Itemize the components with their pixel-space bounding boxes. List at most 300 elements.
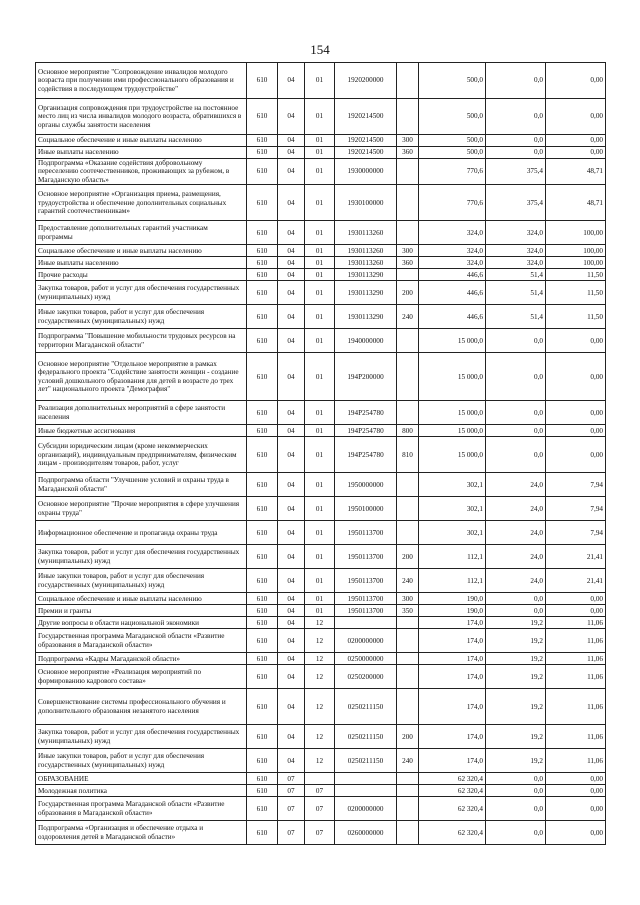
row-vr — [397, 629, 419, 653]
row-rz: 04 — [278, 653, 305, 665]
row-ved: 610 — [247, 99, 278, 135]
row-ved: 610 — [247, 749, 278, 773]
table-row — [36, 257, 606, 269]
row-rz: 04 — [278, 473, 305, 497]
row-name: Социальное обеспечение и иные выплаты населению — [36, 245, 247, 257]
row-pct: 0,00 — [546, 425, 606, 437]
row-csr: 1920214500 — [335, 147, 397, 159]
row-fact: 0,0 — [486, 821, 546, 845]
table-row — [36, 63, 606, 99]
row-plan: 15 000,0 — [419, 425, 486, 437]
row-name: Премии и гранты — [36, 605, 247, 617]
row-pr: 01 — [305, 63, 335, 99]
row-pct: 0,00 — [546, 785, 606, 797]
row-csr: 194P200000 — [335, 353, 397, 401]
row-plan: 324,0 — [419, 257, 486, 269]
table-row — [36, 353, 606, 401]
table-row — [36, 425, 606, 437]
row-csr — [335, 617, 397, 629]
row-rz: 04 — [278, 425, 305, 437]
row-ved: 610 — [247, 185, 278, 221]
row-fact: 19,2 — [486, 653, 546, 665]
row-name: Закупка товаров, работ и услуг для обеспечения государственных (муниципальных) нужд — [36, 725, 247, 749]
row-csr: 1930113290 — [335, 281, 397, 305]
table-row — [36, 437, 606, 473]
row-name: Подпрограмма «Оказание содействия добровольному переселению соотечественников, проживающих за рубежом, в Магаданскую область» — [36, 159, 247, 185]
row-rz: 04 — [278, 135, 305, 147]
row-ved: 610 — [247, 785, 278, 797]
row-pct: 11,06 — [546, 665, 606, 689]
row-csr: 1950113700 — [335, 593, 397, 605]
row-vr — [397, 797, 419, 821]
row-pr: 01 — [305, 99, 335, 135]
row-pr: 07 — [305, 785, 335, 797]
table-row — [36, 147, 606, 159]
row-vr — [397, 665, 419, 689]
row-csr: 0250211150 — [335, 749, 397, 773]
row-vr: 300 — [397, 135, 419, 147]
row-csr: 1950113700 — [335, 569, 397, 593]
row-plan: 174,0 — [419, 725, 486, 749]
row-pct: 0,00 — [546, 797, 606, 821]
row-pr: 01 — [305, 329, 335, 353]
row-csr: 0250211150 — [335, 725, 397, 749]
row-vr: 200 — [397, 725, 419, 749]
table-row — [36, 605, 606, 617]
row-csr: 1950113700 — [335, 545, 397, 569]
row-pct: 0,00 — [546, 821, 606, 845]
row-csr: 0250000000 — [335, 653, 397, 665]
row-csr: 1930113290 — [335, 305, 397, 329]
row-pr: 12 — [305, 629, 335, 653]
table-row — [36, 521, 606, 545]
row-rz: 04 — [278, 629, 305, 653]
row-rz: 04 — [278, 437, 305, 473]
row-name: Социальное обеспечение и иные выплаты населению — [36, 135, 247, 147]
row-ved: 610 — [247, 665, 278, 689]
row-pr: 01 — [305, 425, 335, 437]
row-pct: 0,00 — [546, 63, 606, 99]
row-pct: 11,50 — [546, 281, 606, 305]
row-pr: 01 — [305, 257, 335, 269]
table-row — [36, 773, 606, 785]
row-plan: 174,0 — [419, 665, 486, 689]
row-name: Предоставление дополнительных гарантий участникам программы — [36, 221, 247, 245]
row-name: Закупка товаров, работ и услуг для обеспечения государственных (муниципальных) нужд — [36, 545, 247, 569]
row-name: Государственная программа Магаданской области «Развитие образования в Магаданской области» — [36, 629, 247, 653]
row-vr — [397, 689, 419, 725]
row-pct: 0,00 — [546, 437, 606, 473]
row-pct: 11,06 — [546, 617, 606, 629]
row-fact: 51,4 — [486, 305, 546, 329]
row-pr: 01 — [305, 221, 335, 245]
row-rz: 04 — [278, 281, 305, 305]
row-plan: 500,0 — [419, 99, 486, 135]
row-pct: 7,94 — [546, 521, 606, 545]
row-ved: 610 — [247, 425, 278, 437]
row-fact: 19,2 — [486, 725, 546, 749]
row-csr: 194P254780 — [335, 401, 397, 425]
row-rz: 04 — [278, 545, 305, 569]
row-vr — [397, 63, 419, 99]
row-csr — [335, 773, 397, 785]
row-rz: 04 — [278, 569, 305, 593]
row-rz: 04 — [278, 147, 305, 159]
row-name: Подпрограмма «Организация и обеспечение отдыха и оздоровления детей в Магаданской области» — [36, 821, 247, 845]
row-pct: 100,00 — [546, 221, 606, 245]
row-rz: 04 — [278, 353, 305, 401]
row-csr: 1930113290 — [335, 269, 397, 281]
row-pct: 11,50 — [546, 269, 606, 281]
row-plan: 112,1 — [419, 569, 486, 593]
row-fact: 0,0 — [486, 425, 546, 437]
row-rz: 04 — [278, 305, 305, 329]
row-name: Иные выплаты населению — [36, 257, 247, 269]
row-csr: 194P254780 — [335, 425, 397, 437]
row-name: Другие вопросы в области национальной экономики — [36, 617, 247, 629]
row-name: Совершенствование системы профессионального обучения и дополнительного образования незанятого населения — [36, 689, 247, 725]
row-vr: 810 — [397, 437, 419, 473]
row-vr: 200 — [397, 281, 419, 305]
row-rz: 04 — [278, 221, 305, 245]
row-fact: 19,2 — [486, 689, 546, 725]
row-pr: 12 — [305, 689, 335, 725]
row-plan: 62 320,4 — [419, 797, 486, 821]
row-pr: 01 — [305, 569, 335, 593]
row-fact: 0,0 — [486, 353, 546, 401]
row-name: Организация сопровождения при трудоустройстве на постоянное место лиц из числа инвалидов молодого возраста, обратившихся в органы службы занятости населения — [36, 99, 247, 135]
row-pr: 01 — [305, 497, 335, 521]
row-vr — [397, 269, 419, 281]
row-fact: 24,0 — [486, 521, 546, 545]
row-csr: 0200000000 — [335, 629, 397, 653]
row-pct: 21,41 — [546, 545, 606, 569]
row-pct: 11,06 — [546, 653, 606, 665]
row-csr: 0250211150 — [335, 689, 397, 725]
table-row — [36, 653, 606, 665]
row-name: ОБРАЗОВАНИЕ — [36, 773, 247, 785]
row-plan: 324,0 — [419, 245, 486, 257]
row-plan: 174,0 — [419, 653, 486, 665]
row-ved: 610 — [247, 281, 278, 305]
row-name: Прочие расходы — [36, 269, 247, 281]
row-pr: 01 — [305, 281, 335, 305]
row-pr: 07 — [305, 821, 335, 845]
row-ved: 610 — [247, 689, 278, 725]
row-pct: 11,06 — [546, 725, 606, 749]
row-ved: 610 — [247, 725, 278, 749]
row-ved: 610 — [247, 353, 278, 401]
table-row — [36, 135, 606, 147]
row-vr — [397, 773, 419, 785]
row-ved: 610 — [247, 269, 278, 281]
table-row — [36, 497, 606, 521]
row-ved: 610 — [247, 329, 278, 353]
row-pct: 100,00 — [546, 257, 606, 269]
row-rz: 04 — [278, 63, 305, 99]
row-pct: 0,00 — [546, 353, 606, 401]
row-ved: 610 — [247, 473, 278, 497]
row-pct: 21,41 — [546, 569, 606, 593]
row-rz: 07 — [278, 773, 305, 785]
row-ved: 610 — [247, 221, 278, 245]
table-row — [36, 281, 606, 305]
table-row — [36, 99, 606, 135]
row-csr: 0260000000 — [335, 821, 397, 845]
row-fact: 24,0 — [486, 569, 546, 593]
row-fact: 0,0 — [486, 605, 546, 617]
row-ved: 610 — [247, 437, 278, 473]
table-row — [36, 821, 606, 845]
table-row — [36, 185, 606, 221]
row-plan: 15 000,0 — [419, 329, 486, 353]
row-name: Иные выплаты населению — [36, 147, 247, 159]
row-rz: 04 — [278, 245, 305, 257]
row-fact: 0,0 — [486, 329, 546, 353]
row-pct: 11,06 — [546, 629, 606, 653]
row-pr: 01 — [305, 269, 335, 281]
row-csr: 1920214500 — [335, 99, 397, 135]
row-fact: 375,4 — [486, 159, 546, 185]
row-name: Основное мероприятие "Отдельное мероприятие в рамках федерального проекта "Содействие занятости женщин - создание условий дошкольного образования для детей в возрасте до трех лет" национального проекта "Демография" — [36, 353, 247, 401]
row-vr — [397, 99, 419, 135]
row-plan: 500,0 — [419, 63, 486, 99]
table-row — [36, 245, 606, 257]
row-vr — [397, 653, 419, 665]
row-name: Субсидии юридическим лицам (кроме некоммерческих организаций), индивидуальным предпринимателям, физическим лицам - производителям товаров, работ, услуг — [36, 437, 247, 473]
row-ved: 610 — [247, 63, 278, 99]
row-pr: 01 — [305, 135, 335, 147]
row-plan: 174,0 — [419, 749, 486, 773]
row-rz: 04 — [278, 185, 305, 221]
row-vr — [397, 521, 419, 545]
row-pr: 01 — [305, 159, 335, 185]
row-ved: 610 — [247, 629, 278, 653]
row-plan: 500,0 — [419, 147, 486, 159]
row-pct: 100,00 — [546, 245, 606, 257]
row-pct: 0,00 — [546, 401, 606, 425]
row-fact: 24,0 — [486, 545, 546, 569]
table-row — [36, 569, 606, 593]
row-pr: 01 — [305, 605, 335, 617]
budget-table — [35, 62, 606, 845]
row-fact: 324,0 — [486, 245, 546, 257]
row-name: Иные бюджетные ассигнования — [36, 425, 247, 437]
row-csr: 194P254780 — [335, 437, 397, 473]
row-ved: 610 — [247, 159, 278, 185]
row-rz: 07 — [278, 785, 305, 797]
row-vr: 360 — [397, 147, 419, 159]
row-pr: 12 — [305, 653, 335, 665]
row-rz: 04 — [278, 401, 305, 425]
row-pct: 11,06 — [546, 689, 606, 725]
table-row — [36, 785, 606, 797]
row-csr: 1930000000 — [335, 159, 397, 185]
row-vr: 240 — [397, 305, 419, 329]
row-csr: 1950113700 — [335, 605, 397, 617]
row-vr: 350 — [397, 605, 419, 617]
row-csr: 1920200000 — [335, 63, 397, 99]
row-ved: 610 — [247, 569, 278, 593]
row-vr: 300 — [397, 593, 419, 605]
row-plan: 770,6 — [419, 159, 486, 185]
row-pct: 0,00 — [546, 773, 606, 785]
row-csr: 1950000000 — [335, 473, 397, 497]
row-fact: 324,0 — [486, 257, 546, 269]
row-pct: 48,71 — [546, 185, 606, 221]
row-fact: 0,0 — [486, 785, 546, 797]
row-pct: 7,94 — [546, 473, 606, 497]
row-fact: 0,0 — [486, 99, 546, 135]
row-pr: 01 — [305, 353, 335, 401]
table-row — [36, 629, 606, 653]
row-plan: 302,1 — [419, 497, 486, 521]
row-name: Реализация дополнительных мероприятий в сфере занятости населения — [36, 401, 247, 425]
row-vr — [397, 497, 419, 521]
table-row — [36, 797, 606, 821]
row-fact: 24,0 — [486, 497, 546, 521]
row-vr — [397, 473, 419, 497]
table-row — [36, 749, 606, 773]
row-name: Основное мероприятие «Организация приема, размещения, трудоустройства и обеспечение дополнительных социальных гарантий соотечественникам» — [36, 185, 247, 221]
row-pr: 01 — [305, 401, 335, 425]
row-csr — [335, 785, 397, 797]
row-fact: 0,0 — [486, 773, 546, 785]
row-fact: 0,0 — [486, 147, 546, 159]
row-pr: 01 — [305, 473, 335, 497]
row-vr — [397, 159, 419, 185]
row-vr: 240 — [397, 569, 419, 593]
page-number: 154 — [310, 42, 330, 57]
row-ved: 610 — [247, 617, 278, 629]
row-pr: 12 — [305, 665, 335, 689]
row-ved: 610 — [247, 593, 278, 605]
row-plan: 62 320,4 — [419, 773, 486, 785]
row-rz: 07 — [278, 821, 305, 845]
table-row — [36, 617, 606, 629]
row-ved: 610 — [247, 653, 278, 665]
row-fact: 19,2 — [486, 617, 546, 629]
row-vr — [397, 617, 419, 629]
row-fact: 19,2 — [486, 629, 546, 653]
row-plan: 62 320,4 — [419, 821, 486, 845]
row-vr: 800 — [397, 425, 419, 437]
row-rz: 04 — [278, 605, 305, 617]
row-fact: 0,0 — [486, 135, 546, 147]
row-name: Иные закупки товаров, работ и услуг для обеспечения государственных (муниципальных) нужд — [36, 305, 247, 329]
row-rz: 04 — [278, 749, 305, 773]
row-vr — [397, 401, 419, 425]
row-plan: 15 000,0 — [419, 437, 486, 473]
row-plan: 324,0 — [419, 221, 486, 245]
row-name: Молодежная политика — [36, 785, 247, 797]
row-pct: 11,50 — [546, 305, 606, 329]
row-fact: 375,4 — [486, 185, 546, 221]
row-pct: 7,94 — [546, 497, 606, 521]
row-pct: 0,00 — [546, 605, 606, 617]
row-vr: 240 — [397, 749, 419, 773]
row-fact: 0,0 — [486, 401, 546, 425]
row-plan: 15 000,0 — [419, 353, 486, 401]
row-ved: 610 — [247, 497, 278, 521]
row-plan: 302,1 — [419, 521, 486, 545]
row-pct: 0,00 — [546, 135, 606, 147]
row-csr: 1930113260 — [335, 221, 397, 245]
row-vr — [397, 821, 419, 845]
row-csr: 0250200000 — [335, 665, 397, 689]
row-name: Основное мероприятие «Реализация мероприятий по формированию кадрового состава» — [36, 665, 247, 689]
row-fact: 0,0 — [486, 593, 546, 605]
row-name: Иные закупки товаров, работ и услуг для обеспечения государственных (муниципальных) нужд — [36, 569, 247, 593]
row-rz: 04 — [278, 689, 305, 725]
row-pct: 0,00 — [546, 593, 606, 605]
row-name: Информационное обеспечение и пропаганда охраны труда — [36, 521, 247, 545]
table-row — [36, 725, 606, 749]
row-csr: 1920214500 — [335, 135, 397, 147]
row-fact: 19,2 — [486, 665, 546, 689]
row-ved: 610 — [247, 605, 278, 617]
row-csr: 1930113260 — [335, 245, 397, 257]
row-vr — [397, 185, 419, 221]
table-row — [36, 221, 606, 245]
row-name: Подпрограмма «Кадры Магаданской области» — [36, 653, 247, 665]
table-row — [36, 665, 606, 689]
row-vr — [397, 221, 419, 245]
row-ved: 610 — [247, 773, 278, 785]
row-ved: 610 — [247, 245, 278, 257]
row-plan: 190,0 — [419, 605, 486, 617]
row-pr: 12 — [305, 749, 335, 773]
table-row — [36, 593, 606, 605]
row-rz: 04 — [278, 617, 305, 629]
row-vr — [397, 329, 419, 353]
row-rz: 04 — [278, 497, 305, 521]
row-pr: 01 — [305, 545, 335, 569]
row-plan: 15 000,0 — [419, 401, 486, 425]
row-pr: 01 — [305, 593, 335, 605]
row-csr: 1950100000 — [335, 497, 397, 521]
row-csr: 1930113260 — [335, 257, 397, 269]
row-plan: 500,0 — [419, 135, 486, 147]
row-vr: 200 — [397, 545, 419, 569]
row-fact: 19,2 — [486, 749, 546, 773]
row-csr: 0200000000 — [335, 797, 397, 821]
row-rz: 04 — [278, 665, 305, 689]
table-row — [36, 329, 606, 353]
row-rz: 04 — [278, 725, 305, 749]
row-fact: 0,0 — [486, 437, 546, 473]
row-ved: 610 — [247, 521, 278, 545]
row-pr: 12 — [305, 617, 335, 629]
row-fact: 324,0 — [486, 221, 546, 245]
row-rz: 04 — [278, 257, 305, 269]
row-plan: 446,6 — [419, 281, 486, 305]
table-row — [36, 689, 606, 725]
row-pct: 11,06 — [546, 749, 606, 773]
table-row — [36, 545, 606, 569]
row-plan: 446,6 — [419, 269, 486, 281]
row-fact: 51,4 — [486, 281, 546, 305]
row-plan: 446,6 — [419, 305, 486, 329]
row-vr: 360 — [397, 257, 419, 269]
row-rz: 04 — [278, 593, 305, 605]
row-csr: 1940000000 — [335, 329, 397, 353]
row-pct: 48,71 — [546, 159, 606, 185]
row-pr — [305, 773, 335, 785]
row-pr: 12 — [305, 725, 335, 749]
row-rz: 04 — [278, 521, 305, 545]
row-name: Основное мероприятие "Сопровождение инвалидов молодого возраста при получении ими профессионального образования и содействия в последующем трудоустройстве" — [36, 63, 247, 99]
